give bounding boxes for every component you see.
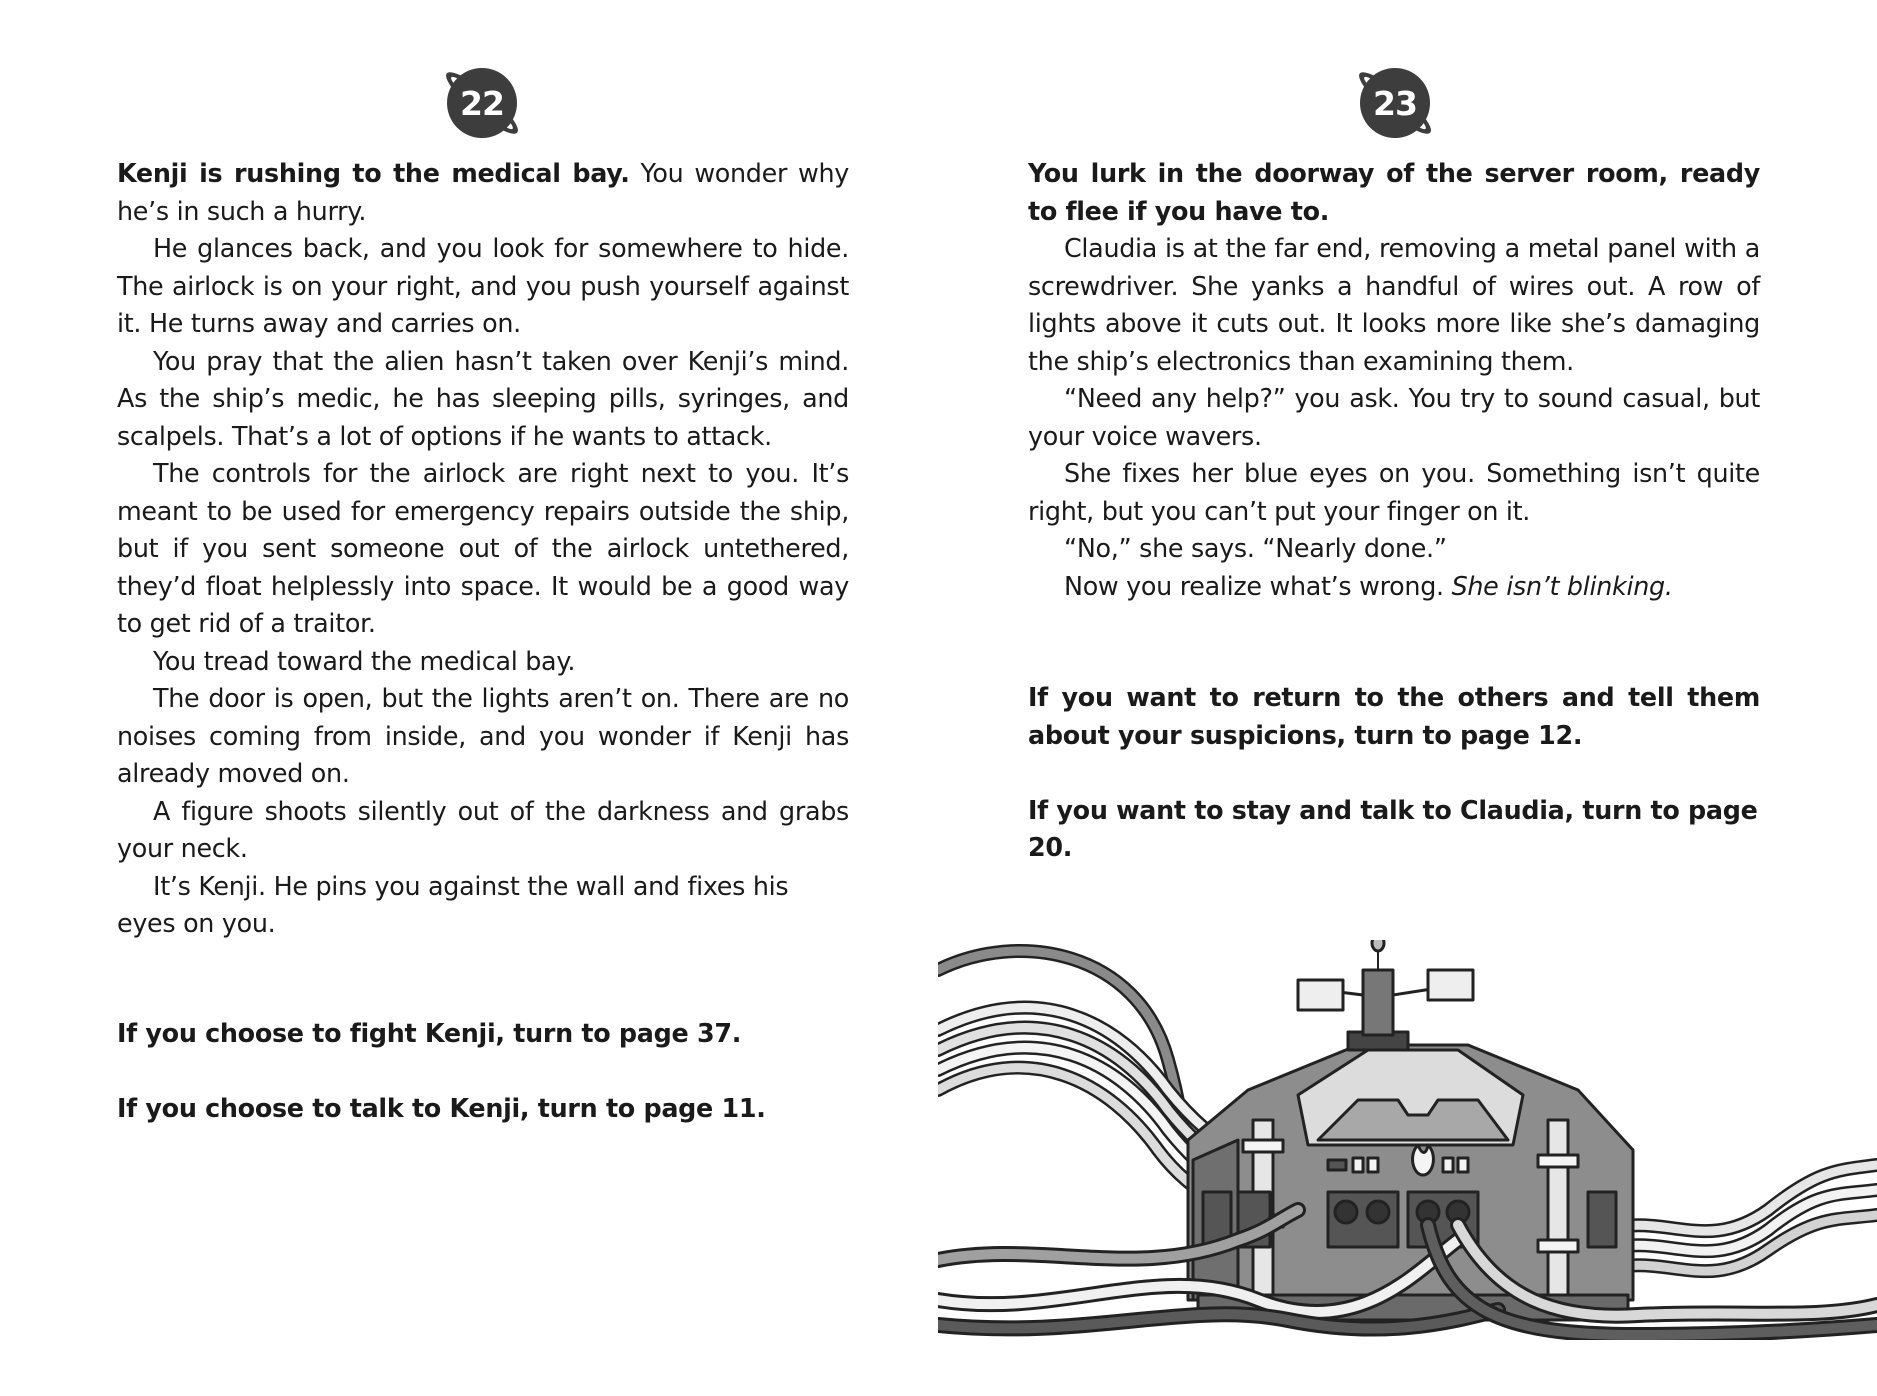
page-number-badge — [1350, 58, 1440, 148]
paragraph: Claudia is at the far end, removing a metal panel with a screwdriver. She yanks a handful of wires out. A row of lights above it cuts out. It looks more like she’s damaging the ship’s electronics than examining them. — [1028, 233, 1760, 376]
choice-fight-kenji[interactable]: If you choose to fight Kenji, turn to page 37. — [117, 1018, 742, 1048]
paragraph: “No,” she says. “Nearly done.” — [1064, 533, 1447, 563]
right-page — [938, 0, 1877, 1396]
paragraph: He glances back, and you look for somewhere to hide. The airlock is on your right, and you push yourself against it. He turns away and carries on. — [117, 233, 849, 338]
story-text — [117, 155, 849, 943]
paragraph: The door is open, but the lights aren’t on. There are no noises coming from inside, and you wonder if Kenji has already moved on. — [117, 683, 849, 788]
paragraph: “Need any help?” you ask. You try to sound casual, but your voice wavers. — [1028, 383, 1760, 451]
page-number: 22 — [460, 83, 504, 123]
choice-return-to-others[interactable]: If you want to return to the others and tell them about your suspicions, turn to page 12. — [1028, 682, 1760, 750]
paragraph: The controls for the airlock are right next to you. It’s meant to be used for emergency repairs outside the ship, but if you sent someone out of the airlock untethered, they’d float helplessly into space. It would be a good way to get rid of a traitor. — [117, 458, 849, 638]
paragraph: You pray that the alien hasn’t taken over Kenji’s mind. As the ship’s medic, he has sleeping pills, syringes, and scalpels. That’s a lot of options if he wants to attack. — [117, 345, 849, 451]
choice-talk-kenji[interactable]: If you choose to talk to Kenji, turn to page 11. — [117, 1093, 766, 1123]
choice-list — [117, 1015, 849, 1165]
page-number: 23 — [1373, 83, 1417, 123]
lead-sentence: You lurk in the doorway of the server room, ready to flee if you have to. — [1028, 158, 1760, 226]
paragraph: It’s Kenji. He pins you against the wall and fixes his eyes on you. — [117, 870, 789, 938]
paragraph — [1028, 568, 1760, 606]
lead-rest: You wonder why he’s in such a hurry. — [117, 158, 850, 226]
left-page — [0, 0, 938, 1396]
realization-text: Now you realize what’s wrong. — [1064, 570, 1452, 601]
paragraph: You tread toward the medical bay. — [153, 645, 576, 676]
choice-talk-claudia[interactable]: If you want to stay and talk to Claudia, turn to page 20. — [1028, 794, 1758, 862]
paragraph: She fixes her blue eyes on you. Something isn’t quite right, but you can’t put your finger on it. — [1028, 458, 1760, 526]
opening-paragraph — [117, 155, 849, 230]
choice-list — [1028, 679, 1760, 904]
paragraph: A figure shoots silently out of the darkness and grabs your neck. — [117, 795, 849, 863]
server-machine-illustration — [938, 940, 1877, 1340]
page-number-badge — [437, 58, 527, 148]
story-text — [1028, 155, 1760, 605]
lead-sentence: Kenji is rushing to the medical bay. — [117, 158, 630, 188]
server-machine-icon — [938, 940, 1877, 1340]
realization-italic: She isn’t blinking. — [1451, 570, 1673, 601]
